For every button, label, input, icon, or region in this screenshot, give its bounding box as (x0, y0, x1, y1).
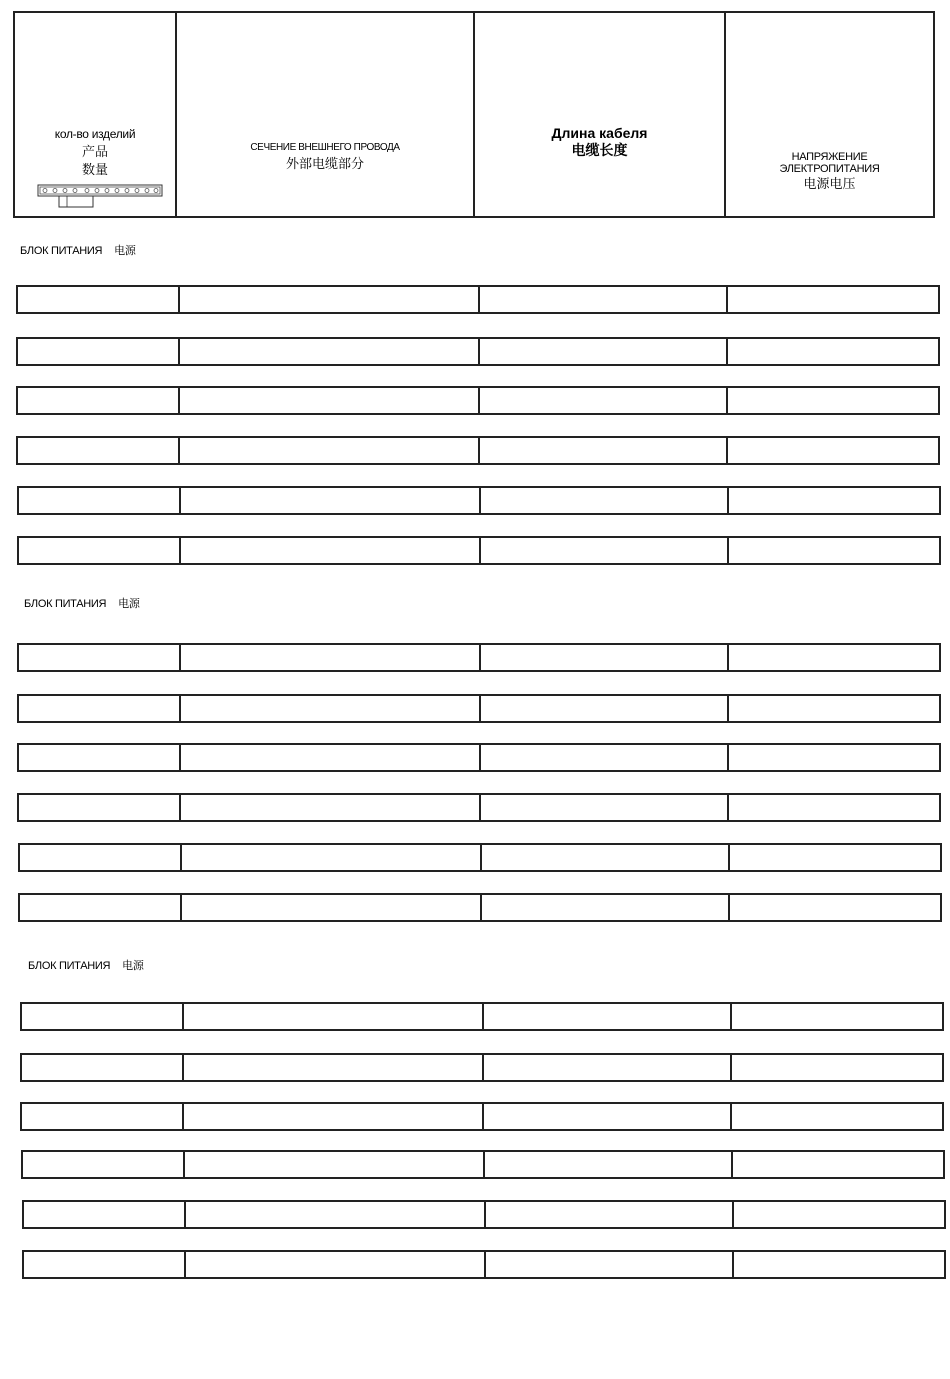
voltage-label-cn: 电源电压 (803, 176, 856, 191)
section-label-ru: БЛОК ПИТАНИЯ (28, 960, 111, 972)
quantity-label-ru: кол-во изделий (54, 127, 136, 141)
cell-cross-section[interactable] (184, 1004, 484, 1029)
cross-section-label-ru: СЕЧЕНИЕ ВНЕШНЕГО ПРОВОДА (250, 142, 400, 153)
section-label-ru: БЛОК ПИТАНИЯ (20, 245, 103, 257)
table-row (18, 893, 942, 922)
table-row (17, 743, 941, 772)
table-row (16, 436, 940, 465)
cell-voltage[interactable] (734, 1202, 944, 1227)
voltage-label-ru-2: ЭЛЕКТРОПИТАНИЯ (779, 163, 880, 175)
cell-voltage[interactable] (730, 845, 940, 870)
header-table (13, 11, 935, 218)
cell-quantity[interactable] (18, 388, 180, 413)
section-label (24, 595, 140, 611)
section-label (20, 242, 136, 258)
cell-cable-length[interactable] (482, 845, 730, 870)
cell-quantity[interactable] (22, 1055, 184, 1080)
cell-voltage[interactable] (729, 745, 939, 770)
cell-cable-length[interactable] (482, 895, 730, 920)
table-row (18, 843, 942, 872)
cable-length-label-ru: Длина кабеля (551, 125, 648, 141)
cell-cable-length[interactable] (481, 696, 729, 721)
cell-voltage[interactable] (732, 1055, 942, 1080)
section-label (28, 957, 144, 973)
cell-cross-section[interactable] (186, 1202, 486, 1227)
cell-voltage[interactable] (729, 538, 939, 563)
section-label-cn: 电源 (118, 598, 140, 610)
cell-cable-length[interactable] (484, 1104, 732, 1129)
cell-cross-section[interactable] (180, 388, 480, 413)
table-row (17, 486, 941, 515)
cell-cable-length[interactable] (484, 1004, 732, 1029)
cell-cross-section[interactable] (184, 1055, 484, 1080)
cell-voltage[interactable] (728, 438, 938, 463)
cell-quantity[interactable] (19, 696, 181, 721)
cell-quantity[interactable] (24, 1202, 186, 1227)
cell-quantity[interactable] (18, 438, 180, 463)
cell-quantity[interactable] (19, 488, 181, 513)
cell-cross-section[interactable] (181, 696, 481, 721)
table-row (20, 1053, 944, 1082)
cell-quantity[interactable] (18, 339, 180, 364)
cell-voltage[interactable] (734, 1252, 944, 1277)
cell-cross-section[interactable] (180, 438, 480, 463)
table-row (16, 386, 940, 415)
cell-voltage[interactable] (729, 645, 939, 670)
table-row (16, 337, 940, 366)
cell-voltage[interactable] (733, 1152, 943, 1177)
cell-voltage[interactable] (728, 339, 938, 364)
cell-cross-section[interactable] (182, 845, 482, 870)
table-row (17, 694, 941, 723)
cell-quantity[interactable] (19, 538, 181, 563)
cell-quantity[interactable] (18, 287, 180, 312)
cell-cable-length[interactable] (480, 388, 728, 413)
cross-section-label-cn: 外部电缆部分 (285, 156, 364, 171)
cell-cross-section[interactable] (180, 287, 480, 312)
table-row (17, 793, 941, 822)
cable-length-label-cn: 电缆长度 (571, 142, 628, 158)
cell-cross-section[interactable] (182, 895, 482, 920)
table-row (17, 536, 941, 565)
cell-quantity[interactable] (20, 895, 182, 920)
cell-voltage[interactable] (729, 488, 939, 513)
cell-cable-length[interactable] (480, 438, 728, 463)
cell-voltage[interactable] (729, 795, 939, 820)
cell-cable-length[interactable] (481, 488, 729, 513)
cell-voltage[interactable] (729, 696, 939, 721)
table-row (22, 1250, 946, 1279)
cell-quantity[interactable] (22, 1004, 184, 1029)
header-cell-voltage (726, 13, 933, 216)
section-label-cn: 电源 (114, 245, 136, 257)
header-cell-quantity (15, 13, 177, 216)
section-label-ru: БЛОК ПИТАНИЯ (24, 598, 107, 610)
cell-cross-section[interactable] (186, 1252, 486, 1277)
cell-cable-length[interactable] (486, 1202, 734, 1227)
cell-quantity[interactable] (19, 795, 181, 820)
header-cell-cross-section (177, 13, 475, 216)
cell-cable-length[interactable] (484, 1055, 732, 1080)
cell-quantity[interactable] (20, 845, 182, 870)
table-row (20, 1102, 944, 1131)
cell-cross-section[interactable] (181, 745, 481, 770)
table-row (21, 1150, 945, 1179)
cell-cable-length[interactable] (481, 795, 729, 820)
cell-cable-length[interactable] (481, 538, 729, 563)
cell-cross-section[interactable] (185, 1152, 485, 1177)
cell-cable-length[interactable] (480, 339, 728, 364)
cell-quantity[interactable] (19, 745, 181, 770)
cell-cross-section[interactable] (181, 538, 481, 563)
cell-voltage[interactable] (728, 388, 938, 413)
table-row (20, 1002, 944, 1031)
cell-cross-section[interactable] (181, 795, 481, 820)
cell-cross-section[interactable] (184, 1104, 484, 1129)
table-row (22, 1200, 946, 1229)
voltage-label-ru-1: НАПРЯЖЕНИЕ (791, 151, 868, 163)
cell-cross-section[interactable] (180, 339, 480, 364)
cell-cable-length[interactable] (485, 1152, 733, 1177)
header-cell-cable-length (475, 13, 726, 216)
cell-cable-length[interactable] (486, 1252, 734, 1277)
cell-voltage[interactable] (728, 287, 938, 312)
cell-cross-section[interactable] (181, 645, 481, 670)
cell-voltage[interactable] (732, 1104, 942, 1129)
section-label-cn: 电源 (122, 960, 144, 972)
cell-voltage[interactable] (732, 1004, 942, 1029)
table-row (16, 285, 940, 314)
cell-voltage[interactable] (730, 895, 940, 920)
cell-quantity[interactable] (22, 1104, 184, 1129)
cell-cable-length[interactable] (481, 745, 729, 770)
cell-cable-length[interactable] (480, 287, 728, 312)
quantity-label-cn-2: 数量 (81, 162, 108, 177)
cell-quantity[interactable] (24, 1252, 186, 1277)
quantity-label-cn-1: 产品 (81, 144, 108, 159)
cell-quantity[interactable] (23, 1152, 185, 1177)
cell-cable-length[interactable] (481, 645, 729, 670)
table-row (17, 643, 941, 672)
cell-quantity[interactable] (19, 645, 181, 670)
led-bar-product-icon (37, 183, 163, 209)
cell-cross-section[interactable] (181, 488, 481, 513)
